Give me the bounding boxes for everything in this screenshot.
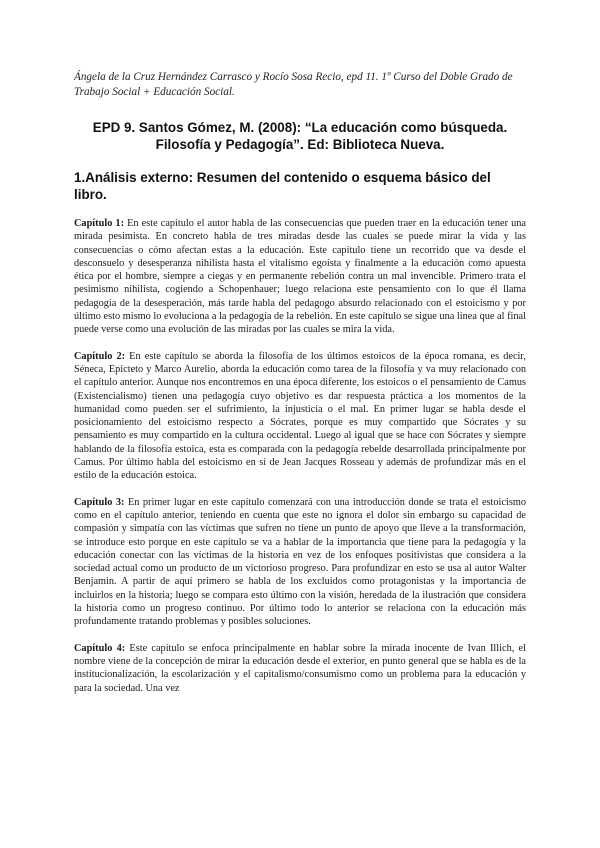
section-heading: 1.Análisis externo: Resumen del contenido o esquema básico del libro. xyxy=(74,170,491,202)
chapter-4-paragraph xyxy=(74,642,526,695)
chapter-1-label: Capítulo 1: xyxy=(74,218,125,229)
chapter-2-text: En este capítulo se aborda la filosofía de los últimos estoicos de la época romana, es decir, Séneca, Epicteto y Marco Aurelio, aborda la educación como tarea de la filosofía y va muy relacionado con el capítulo anterior. Aunque nos encontremos en una época diferente, los estoicos o el pensamiento de Camus (Existencialismo) tienen una pedagogía cuyo objetivo es dar respuesta práctica a los momentos de la humanidad como pueden ser el sufrimiento, la injusticia o el mal. En primer lugar se habla desde el posicionamiento del estoicismo respecto a Sócrates, porque es muy compartido que Sócrates y su pensamiento es muy compartido en la cultura occidental. Luego al igual que se hace con Sócrates y siempre hablando de la filosofía estoica, esta es comparada con la pedagogía rebelde desarrollada principalmente por Camus. Por último habla del estoicismo en sí de Jean Jacques Rosseau y además de profundizar más en el estilo de la educación estoica. xyxy=(74,350,526,482)
chapter-3-text: En primer lugar en este capítulo comenzará con una introducción donde se trata el estoicismo como en el capítulo anterior, teniendo en cuenta que este no ignora el dolor sin embargo su capacidad de compasión y simpatía con las víctimas que sufren no tiene un punto de apoyo que lleve a la transformación, se introduce esto porque en este capítulo se va a hablar de la importancia que tiene para la pedagogía y la educación conectar con las víctimas de la historia en vez de los enfoques positivistas que considera a la sociedad actual como un producto de un victorioso progreso. Para profundizar en esto se usa al autor Walter Benjamin. A partir de aquí primero se habla de los excluidos como protagonistas y la importancia de incluirlos en la historia; luego se compara esto último con la visión, heredada de la ilustración que considera la historia como un progreso continuo. Por último todo lo anterior se relaciona con la educación más profundamente tratando problemas y posibles soluciones. xyxy=(74,496,526,628)
chapter-4-text: Este capítulo se enfoca principalmente en hablar sobre la mirada inocente de Ivan Illich, el nombre viene de la concepción de mirar la educación desde el exterior, en punto general que se habla es de la institucionalización, la escolarización y el capitalismo/consumismo como un problema para la educación y para la sociedad. Una vez xyxy=(74,642,526,694)
document-body xyxy=(74,70,526,708)
chapter-2-label: Capítulo 2: xyxy=(74,350,126,362)
chapter-2-paragraph xyxy=(74,350,526,483)
authors-line: Ángela de la Cruz Hernández Carrasco y Rocío Sosa Recio, epd 11. 1º Curso del Doble Grado de Trabajo Social + Educación Social. xyxy=(74,71,513,98)
chapter-1-text: En este capítulo el autor habla de las consecuencias que pueden traer en la educación tener una mirada pesimista. En concreto habla de tres miradas desde las cuales se puede mirar la vida y las consecuencias o cómo afectan estas a la educación. Este capítulo tiene un recorrido que va desde el desconsuelo y desesperanza nihilista hasta el vitalismo egoísta y finalmente a la educación como apuesta ética por el hombre, siempre a ciegas y en permanente rebelión contra un mal invencible. Primero trata el pesimismo nihilista, cogiendo a Schopenhauer; luego relaciona este pensamiento con lo que él llama pedagogía de la desesperación, más tarde habla del pedagogo absurdo relacionado con el estoicismo y por último esto mismo lo evoluciona a la pedagogía de la rebelión. En este capítulo se sigue una línea que al final puede verse como una evolución de las miradas por las cuales se mira la vida. xyxy=(74,218,526,336)
chapter-3-paragraph xyxy=(74,496,526,629)
chapter-1-paragraph xyxy=(74,217,526,337)
document-title: EPD 9. Santos Gómez, M. (2008): “La educación como búsqueda. Filosofía y Pedagogía”. Ed: Biblioteca Nueva. xyxy=(92,120,508,152)
chapter-4-label: Capítulo 4: xyxy=(74,642,126,654)
chapter-3-label: Capítulo 3: xyxy=(74,496,125,508)
